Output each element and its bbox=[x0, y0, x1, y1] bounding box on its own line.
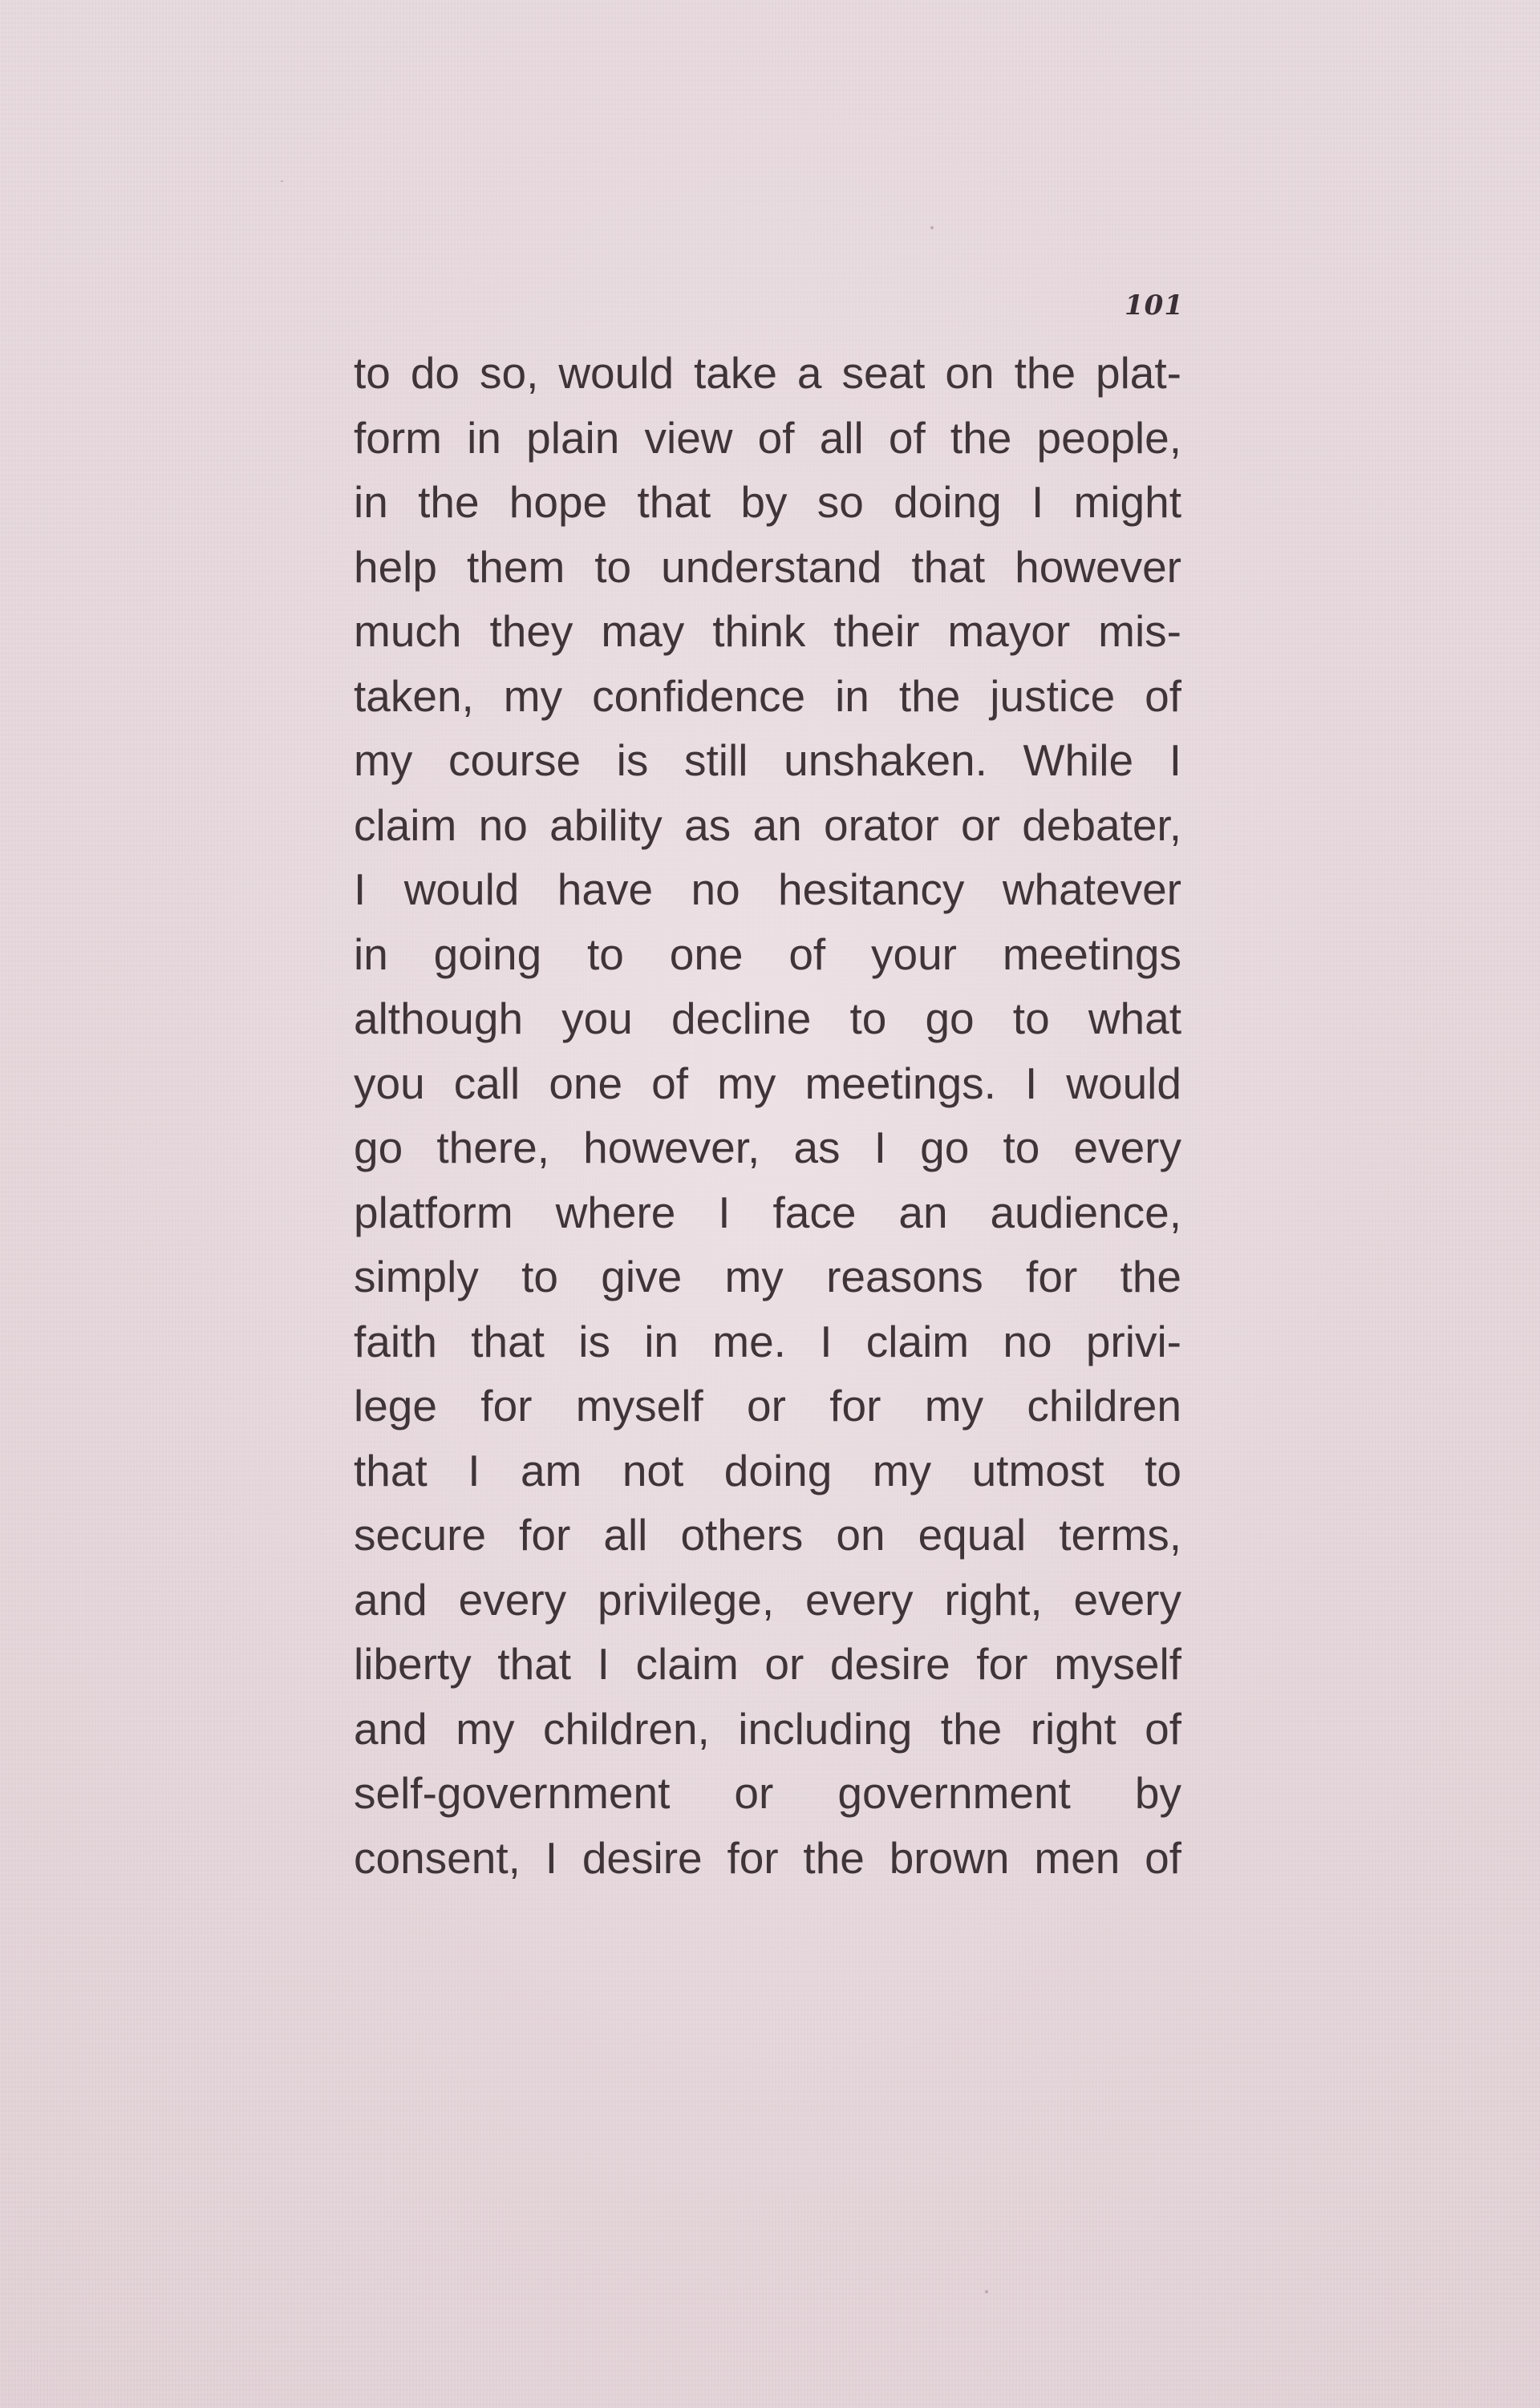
text-line: taken, my confidence in the justice of bbox=[354, 670, 1181, 721]
text-line: I would have no hesitancy whatever bbox=[354, 864, 1181, 914]
text-line: simply to give my reasons for the bbox=[354, 1252, 1181, 1301]
text-line: claim no ability as an orator or debater, bbox=[354, 799, 1181, 850]
text-line: go there, however, as I go to every bbox=[354, 1123, 1181, 1172]
body-text bbox=[354, 341, 1181, 1890]
text-line: form in plain view of all of the people, bbox=[354, 412, 1181, 463]
text-line: platform where I face an audience, bbox=[354, 1187, 1181, 1237]
text-line: although you decline to go to what bbox=[354, 994, 1181, 1043]
text-line: that I am not doing my utmost to bbox=[354, 1445, 1181, 1495]
text-line: my course is still unshaken. While I bbox=[354, 735, 1181, 785]
text-line: in the hope that by so doing I might bbox=[354, 477, 1181, 527]
text-line: liberty that I claim or desire for myself bbox=[354, 1639, 1181, 1689]
text-line: faith that is in me. I claim no privi- bbox=[354, 1316, 1181, 1366]
text-line: and every privilege, every right, every bbox=[354, 1574, 1181, 1625]
text-line: and my children, including the right of bbox=[354, 1703, 1181, 1754]
text-line: in going to one of your meetings bbox=[354, 929, 1181, 979]
page-number: 101 bbox=[1125, 289, 1184, 322]
text-line: much they may think their mayor mis- bbox=[354, 606, 1181, 656]
text-line: self-government or government by bbox=[354, 1768, 1181, 1818]
text-line: you call one of my meetings. I would bbox=[354, 1058, 1181, 1108]
text-line: secure for all others on equal terms, bbox=[354, 1510, 1181, 1560]
text-line: lege for myself or for my children bbox=[354, 1381, 1181, 1431]
paper-speck bbox=[930, 226, 934, 229]
text-line: consent, I desire for the brown men of bbox=[354, 1832, 1181, 1883]
text-line: to do so, would take a seat on the plat- bbox=[354, 348, 1181, 398]
paper-speck bbox=[281, 180, 283, 182]
paper-speck bbox=[985, 2290, 988, 2293]
text-line: help them to understand that however bbox=[354, 541, 1181, 592]
